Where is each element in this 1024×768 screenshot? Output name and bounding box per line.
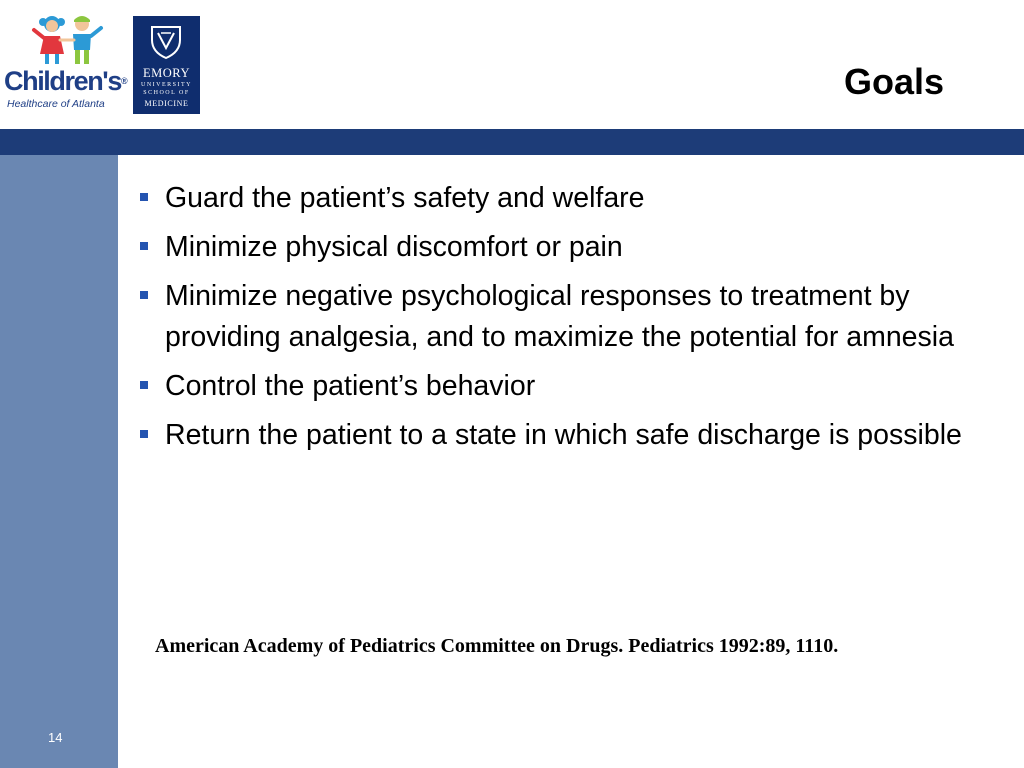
registered-mark: ® — [120, 76, 128, 86]
children-figures-icon — [30, 14, 104, 66]
bullet-text: Return the patient to a state in which safe discharge is possible — [165, 419, 962, 451]
bullet-item — [140, 276, 1000, 358]
square-bullet-icon — [140, 193, 148, 201]
bullet-item — [140, 227, 1000, 268]
page-number: 14 — [48, 730, 63, 745]
header-bar — [0, 129, 1024, 155]
bullet-item — [140, 366, 1000, 407]
childrens-wordmark-text: Children's — [4, 66, 121, 96]
childrens-tagline: Healthcare of Atlanta — [7, 98, 105, 110]
bullet-text: Guard the patient’s safety and welfare — [165, 182, 645, 214]
square-bullet-icon — [140, 381, 148, 389]
slide-title: Goals — [843, 61, 944, 102]
emory-school-of: SCHOOL OF — [143, 90, 190, 96]
bullet-text: Minimize negative psychological responses to treatment by providing analgesia, and to maximize the potential for amnesia — [165, 280, 954, 353]
bullet-text: Minimize physical discomfort or pain — [165, 231, 623, 263]
emory-university: UNIVERSITY — [141, 82, 192, 88]
emory-medicine-logo — [133, 16, 200, 114]
emory-medicine: MEDICINE — [144, 99, 189, 108]
bullet-item — [140, 415, 1000, 456]
square-bullet-icon — [140, 291, 148, 299]
bullet-text: Control the patient’s behavior — [165, 370, 536, 402]
emory-name: EMORY — [143, 66, 190, 80]
childrens-healthcare-logo — [4, 14, 128, 114]
bullet-item — [140, 178, 1000, 219]
square-bullet-icon — [140, 242, 148, 250]
bullet-list — [140, 178, 1000, 464]
citation: American Academy of Pediatrics Committee on Drugs. Pediatrics 1992:89, 1110. — [155, 635, 839, 657]
square-bullet-icon — [140, 430, 148, 438]
childrens-wordmark — [4, 66, 128, 96]
left-sidebar-band — [0, 155, 118, 768]
emory-shield-icon — [149, 24, 183, 60]
